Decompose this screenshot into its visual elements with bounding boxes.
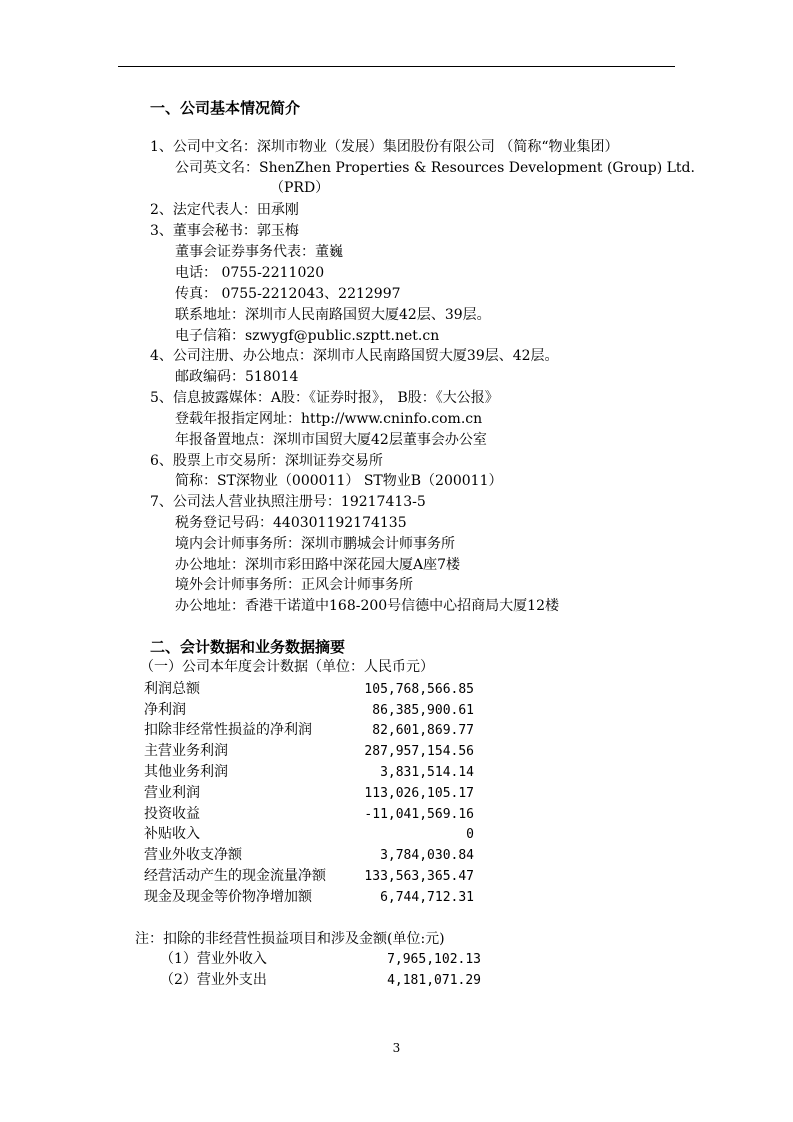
row-label: 补贴收入	[144, 826, 200, 842]
row-value: 105,768,566.85	[364, 682, 474, 697]
phone: 电话： 0755-2211020	[175, 265, 325, 281]
section2-heading: 二、会计数据和业务数据摘要	[150, 638, 346, 656]
note-row	[160, 970, 481, 991]
securities-representative: 董事会证券事务代表：董巍	[175, 244, 343, 260]
table-row	[144, 887, 474, 908]
company-en-abbr: （PRD）	[270, 180, 330, 196]
table-row	[144, 720, 474, 741]
row-value: 6,744,712.31	[380, 890, 474, 905]
table-row	[144, 783, 474, 804]
postal-code: 邮政编码：518014	[175, 369, 299, 385]
row-label: 扣除非经常性损益的净利润	[144, 722, 312, 738]
row-label: 营业外收支净额	[144, 847, 242, 863]
table-row	[144, 700, 474, 721]
header-rule	[118, 66, 675, 67]
row-value: 3,831,514.14	[380, 765, 474, 780]
row-label: 营业利润	[144, 785, 200, 801]
stock-exchange: 6、股票上市交易所：深圳证券交易所	[150, 453, 383, 469]
row-value: 3,784,030.84	[380, 848, 474, 863]
row-label: 利润总额	[144, 681, 200, 697]
table-row	[144, 741, 474, 762]
row-label: 主营业务利润	[144, 743, 228, 759]
row-label: 其他业务利润	[144, 764, 228, 780]
row-value: 113,026,105.17	[364, 786, 474, 801]
note-row-label: （2）营业外支出	[160, 972, 267, 988]
contact-address: 联系地址：深圳市人民南路国贸大厦42层、39层。	[175, 307, 491, 323]
business-license: 7、公司法人营业执照注册号：19217413-5	[150, 494, 426, 510]
accounting-data-subheading: （一）公司本年度会计数据（单位：人民币元）	[140, 659, 434, 675]
row-label: 净利润	[144, 702, 186, 718]
board-secretary: 3、董事会秘书：郭玉梅	[150, 223, 299, 239]
row-label: 经营活动产生的现金流量净额	[144, 868, 326, 884]
row-label: 投资收益	[144, 806, 200, 822]
tax-registration: 税务登记号码：440301192174135	[175, 515, 407, 531]
row-label: 现金及现金等价物净增加额	[144, 889, 312, 905]
table-row	[144, 762, 474, 783]
fax: 传真： 0755-2212043、2212997	[175, 286, 401, 302]
row-value: -11,041,569.16	[364, 807, 474, 822]
legal-representative: 2、法定代表人：田承刚	[150, 202, 299, 218]
report-website: 登载年报指定网址：http://www.cninfo.com.cn	[175, 411, 483, 427]
registered-address: 4、公司注册、办公地点：深圳市人民南路国贸大厦39层、42层。	[150, 348, 559, 364]
email: 电子信箱：szwygf@public.szptt.net.cn	[175, 328, 440, 344]
disclosure-media: 5、信息披露媒体：A股：《证券时报》， B股：《大公报》	[150, 390, 499, 406]
company-cn-name: 1、公司中文名：深圳市物业（发展）集团股份有限公司 （简称“物业集团）	[150, 139, 619, 155]
company-en-name: 公司英文名：ShenZhen Properties & Resources Development (Group) Ltd.	[175, 160, 695, 176]
table-row	[144, 679, 474, 700]
domestic-accountant: 境内会计师事务所：深圳市鹏城会计师事务所	[175, 536, 455, 552]
table-row	[144, 845, 474, 866]
domestic-accountant-address: 办公地址：深圳市彩田路中深花园大厦A座7楼	[175, 557, 461, 573]
row-value: 133,563,365.47	[364, 869, 474, 884]
note-row	[160, 949, 481, 970]
note-row-value: 4,181,071.29	[387, 973, 481, 988]
row-value: 0	[466, 827, 474, 842]
non-recurring-note: 注：扣除的非经营性损益项目和涉及金额(单位:元)	[135, 931, 445, 947]
stock-abbreviation: 简称：ST深物业（000011） ST物业B（200011）	[175, 473, 503, 489]
overseas-accountant: 境外会计师事务所：正风会计师事务所	[175, 577, 413, 593]
table-row	[144, 804, 474, 825]
note-row-value: 7,965,102.13	[387, 952, 481, 967]
row-value: 287,957,154.56	[364, 744, 474, 759]
note-row-label: （1）营业外收入	[160, 951, 267, 967]
table-row	[144, 866, 474, 887]
page-number: 3	[392, 1041, 401, 1055]
table-row	[144, 824, 474, 845]
section1-heading: 一、公司基本情况简介	[150, 99, 301, 117]
row-value: 86,385,900.61	[372, 703, 474, 718]
report-location: 年报备置地点：深圳市国贸大厦42层董事会办公室	[175, 432, 487, 448]
row-value: 82,601,869.77	[372, 723, 474, 738]
overseas-accountant-address: 办公地址：香港干诺道中168-200号信德中心招商局大厦12楼	[175, 598, 559, 614]
